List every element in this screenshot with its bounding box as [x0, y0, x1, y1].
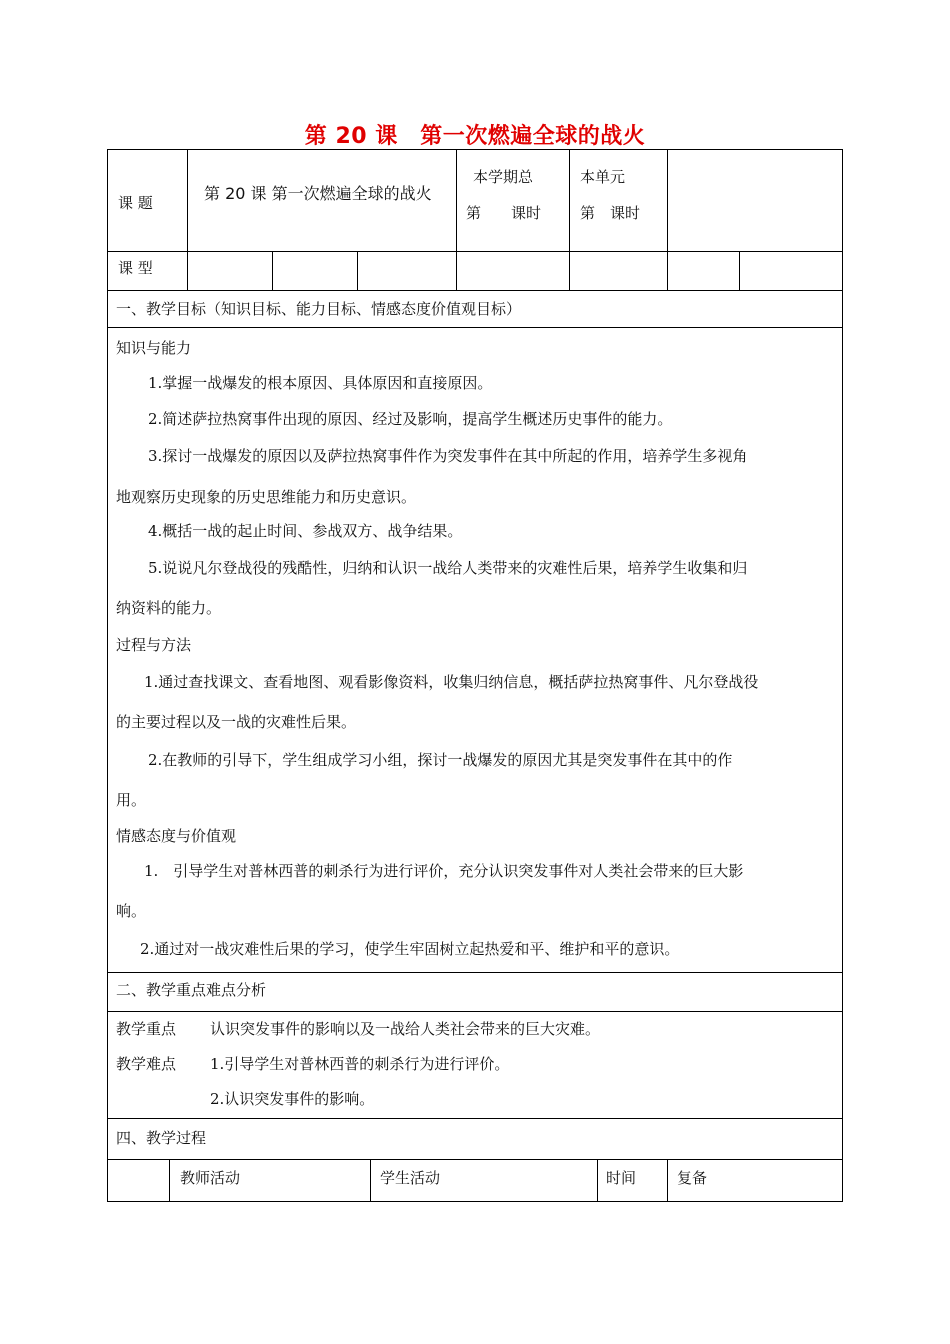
difficulty-label: 教学难点 [116, 1055, 177, 1073]
key-point-text: 认识突发事件的影响以及一战给人类社会带来的巨大灾难。 [210, 1020, 601, 1038]
unit-period-label: 第 课时 [580, 204, 641, 222]
row-divider [107, 1011, 843, 1012]
objective-item: 1. 引导学生对普林西普的刺杀行为进行评价，充分认识突发事件对人类社会带来的巨大影 [144, 862, 744, 880]
col-divider [667, 1159, 668, 1202]
key-point-label: 教学重点 [116, 1020, 177, 1038]
difficulty-item: 1.引导学生对普林西普的刺杀行为进行评价。 [210, 1055, 510, 1073]
section-heading: 一、教学目标（知识目标、能力目标、情感态度价值观目标） [116, 300, 522, 318]
row-divider [107, 290, 843, 291]
objective-item: 2.简述萨拉热窝事件出现的原因、经过及影响，提高学生概述历史事件的能力。 [148, 410, 673, 428]
col-divider [357, 251, 358, 290]
unit-label: 本单元 [580, 168, 626, 186]
col-divider [187, 149, 188, 290]
objective-item-continued: 的主要过程以及一战的灾难性后果。 [116, 713, 357, 731]
objective-item: 3.探讨一战爆发的原因以及萨拉热窝事件作为突发事件在其中所起的作用，培养学生多视角 [148, 447, 748, 465]
col-divider [370, 1159, 371, 1202]
objective-item-continued: 地观察历史现象的历史思维能力和历史意识。 [116, 488, 417, 506]
row-divider [107, 1159, 843, 1160]
objective-item: 2.在教师的引导下，学生组成学习小组，探讨一战爆发的原因尤其是突发事件在其中的作 [148, 751, 733, 769]
objective-item: 1.通过查找课文、查看地图、观看影像资料，收集归纳信息，概括萨拉热窝事件、凡尔登战役 [144, 673, 759, 691]
objective-item-continued: 纳资料的能力。 [116, 599, 222, 617]
objective-item: 5.说说凡尔登战役的残酷性，归纳和认识一战给人类带来的灾难性后果，培养学生收集和归 [148, 559, 748, 577]
column-header-time: 时间 [606, 1169, 637, 1187]
row-divider [107, 1118, 843, 1119]
objective-item: 2.通过对一战灾难性后果的学习，使学生牢固树立起热爱和平、维护和平的意识。 [140, 940, 680, 958]
type-label: 课 型 [118, 259, 153, 277]
semester-period-label: 第 课时 [466, 204, 542, 222]
topic-label: 课 题 [118, 194, 153, 212]
column-header-teacher: 教师活动 [180, 1169, 241, 1187]
col-divider [739, 251, 740, 290]
section-heading: 二、教学重点难点分析 [116, 981, 267, 999]
objective-item: 4.概括一战的起止时间、参战双方、战争结果。 [148, 522, 463, 540]
col-divider [569, 149, 570, 290]
row-divider [107, 972, 843, 973]
subsection-heading: 知识与能力 [116, 339, 192, 357]
subsection-heading: 过程与方法 [116, 636, 192, 654]
col-divider [667, 149, 668, 290]
section-heading: 四、教学过程 [116, 1129, 207, 1147]
objective-item-continued: 响。 [116, 902, 147, 920]
lesson-title-cell: 第 20 课 第一次燃遍全球的战火 [204, 184, 432, 203]
col-divider [272, 251, 273, 290]
objective-item: 1.掌握一战爆发的根本原因、具体原因和直接原因。 [148, 374, 493, 392]
difficulty-item: 2.认识突发事件的影响。 [210, 1090, 375, 1108]
semester-total-label: 本学期总 [473, 168, 534, 186]
col-divider [456, 149, 457, 290]
objective-item-continued: 用。 [116, 791, 147, 809]
column-header-review: 复备 [677, 1169, 708, 1187]
document-title: 第 20 课 第一次燃遍全球的战火 [304, 124, 646, 149]
subsection-heading: 情感态度与价值观 [116, 827, 237, 845]
col-divider [169, 1159, 170, 1202]
col-divider [597, 1159, 598, 1202]
row-divider [107, 251, 843, 252]
row-divider [107, 327, 843, 328]
column-header-student: 学生活动 [380, 1169, 441, 1187]
